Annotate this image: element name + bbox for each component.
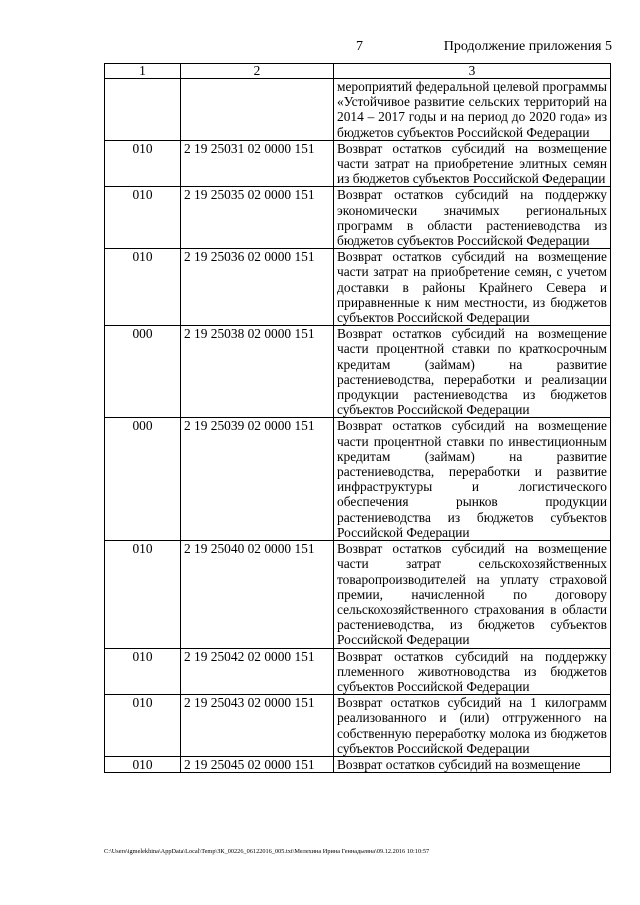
document-footer-path: C:\Users\igmelekhina\AppData\Local\Temp\ЗК_00226_06122016_005.txt\Мелехина Ирина Геннадьевна\09.12.2016 10:10:57 [104,848,430,855]
budget-code-cell: 2 19 25035 02 0000 151 [181,187,334,249]
column-number-1: 1 [105,64,181,79]
description-cell: Возврат остатков субсидий на возмещение части процентной ставки по инвестиционным кредитам (займам) на развитие растениеводства, переработки и развитие инфраструктуры и логистического обеспечения рынков продукции растениеводства из бюджетов субъектов Российской Федерации [334,418,611,541]
table-row [105,249,611,326]
column-number-3: 3 [334,64,611,79]
admin-code-cell: 010 [105,249,181,326]
table-row [105,648,611,695]
budget-codes-table [104,63,611,773]
description-cell: Возврат остатков субсидий на возмещение части затрат сельскохозяйственных товаропроизводителей на уплату страховой премии, начисленной по договору сельскохозяйственного страхования в области растениеводства, из бюджетов субъектов Российской Федерации [334,541,611,648]
description-cell: Возврат остатков субсидий на возмещение части процентной ставки по краткосрочным кредитам (займам) на развитие растениеводства, переработки и реализации продукции растениеводства из бюджетов субъектов Российской Федерации [334,326,611,418]
description-cell: Возврат остатков субсидий на возмещение части затрат на приобретение элитных семян из бюджетов субъектов Российской Федерации [334,140,611,187]
appendix-continuation-label: Продолжение приложения 5 [443,39,612,54]
description-cell: Возврат остатков субсидий на поддержку племенного животноводства из бюджетов субъектов Российской Федерации [334,648,611,695]
table-row [105,326,611,418]
admin-code-cell: 010 [105,187,181,249]
budget-code-cell: 2 19 25031 02 0000 151 [181,140,334,187]
budget-code-cell: 2 19 25042 02 0000 151 [181,648,334,695]
budget-code-cell: 2 19 25039 02 0000 151 [181,418,334,541]
table-row [105,756,611,772]
page-header [104,39,612,57]
table-row [105,695,611,757]
column-number-row [105,64,611,79]
description-cell: Возврат остатков субсидий на возмещение части затрат на приобретение семян, с учетом доставки в районы Крайнего Севера и приравненные к ним местности, из бюджетов субъектов Российской Федерации [334,249,611,326]
budget-code-cell: 2 19 25045 02 0000 151 [181,756,334,772]
description-cell: Возврат остатков субсидий на 1 килограмм реализованного и (или) отгруженного на собственную переработку молока из бюджетов субъектов Российской Федерации [334,695,611,757]
table-row [105,79,611,141]
admin-code-cell: 010 [105,541,181,648]
admin-code-cell: 000 [105,326,181,418]
table-row [105,187,611,249]
column-number-2: 2 [181,64,334,79]
budget-code-cell: 2 19 25040 02 0000 151 [181,541,334,648]
description-cell: Возврат остатков субсидий на поддержку экономически значимых региональных программ в области растениеводства из бюджетов субъектов Российской Федерации [334,187,611,249]
table-row [105,418,611,541]
description-cell: Возврат остатков субсидий на возмещение [334,756,611,772]
budget-code-cell: 2 19 25036 02 0000 151 [181,249,334,326]
table-row [105,541,611,648]
admin-code-cell: 000 [105,418,181,541]
admin-code-cell: 010 [105,648,181,695]
admin-code-cell: 010 [105,756,181,772]
page-number: 7 [356,39,363,54]
admin-code-cell: 010 [105,140,181,187]
budget-code-cell: 2 19 25043 02 0000 151 [181,695,334,757]
description-cell: мероприятий федеральной целевой программы «Устойчивое развитие сельских территорий на 2014 – 2017 годы и на период до 2020 года» из бюджетов субъектов Российской Федерации [334,79,611,141]
budget-code-cell [181,79,334,141]
admin-code-cell: 010 [105,695,181,757]
budget-code-cell: 2 19 25038 02 0000 151 [181,326,334,418]
table-row [105,140,611,187]
admin-code-cell [105,79,181,141]
